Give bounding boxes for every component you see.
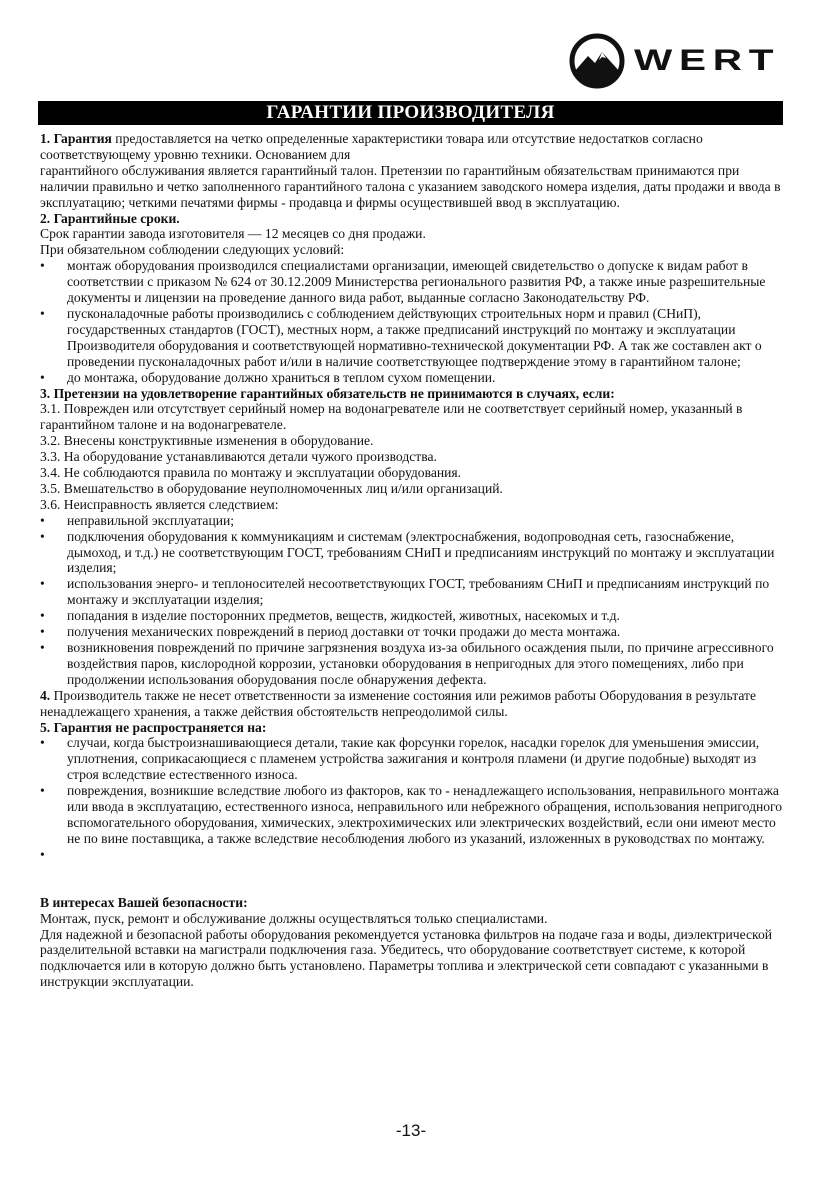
list-item: 3.5. Вмешательство в оборудование неуполномоченных лиц и/или организаций. bbox=[40, 480, 503, 496]
document-body bbox=[40, 131, 784, 990]
section-1-text-cont: гарантийного обслуживания является гарантийный талон. Претензии по гарантийным обязательствам принимаются при наличии правильно и четко заполненного гарантийного талона с указанием заводского номера изделия, даты продажи и ввода в эксплуатацию; четкими печатями фирмы - продавца и фирмы осуществившей ввод в эксплуатацию. bbox=[40, 162, 781, 210]
list-item: 3.4. Не соблюдаются правила по монтажу и эксплуатации оборудования. bbox=[40, 465, 462, 481]
brand-name: WERT bbox=[634, 44, 781, 77]
list-item: • до монтажа, оборудование должно храниться в теплом сухом помещении. bbox=[40, 370, 784, 386]
section-2-heading: 2. Гарантийные сроки. bbox=[40, 210, 180, 226]
list-item: • монтаж оборудования производился специалистами организации, имеющей свидетельство о допуске к видам работ в соответствии с приказом № 624 от 30.12.2009 Министерства регионального развития РФ, а также иные разрешительные документы и лицензии на проведение данного вида работ, выданные согласно Законодательству РФ. bbox=[40, 258, 784, 306]
list-item: • неправильной эксплуатации; bbox=[40, 513, 784, 529]
list-item: • случаи, когда быстроизнашивающиеся детали, такие как форсунки горелок, насадки горелок для уменьшения эмиссии, уплотнения, соприкасающиеся с пламенем устройства зажигания и контроля пламени (и другие подобные) выходят из строя вследствие естественного износа. bbox=[40, 735, 784, 783]
list-item: 3.2. Внесены конструктивные изменения в оборудование. bbox=[40, 433, 374, 449]
list-item: • получения механических повреждений в период доставки от точки продажи до места монтажа. bbox=[40, 624, 784, 640]
section-4-text: 4. Производитель также не несет ответственности за изменение состояния или режимов работы Оборудования в результате ненадлежащего хранения, а также действия обстоятельств непреодолимой силы. bbox=[40, 687, 756, 719]
mountain-logo-icon bbox=[568, 32, 628, 90]
list-item: • возникновения повреждений по причине загрязнения воздуха из-за обильного осаждения пыли, по причине агрессивного воздействия паров, кислородной коррозии, установки оборудования в непригодных для этого помещениях, либо при продолжении использования оборудования после обнаружения дефекта. bbox=[40, 640, 784, 688]
section-1-heading: 1. Гарантия bbox=[40, 131, 112, 146]
list-item: • использования энерго- и теплоносителей несоответствующих ГОСТ, требованиям СНиП и предписаниям инструкций по монтажу и эксплуатации изделия; bbox=[40, 576, 784, 608]
brand-logo bbox=[568, 32, 788, 90]
list-item-empty bbox=[40, 847, 784, 863]
section-3-heading: 3. Претензии на удовлетворение гарантийных обязательств не принимаются в случаях, если: bbox=[40, 385, 615, 401]
list-item: • попадания в изделие посторонних предметов, веществ, жидкостей, животных, насекомых и т.д. bbox=[40, 608, 784, 624]
spacer bbox=[40, 863, 784, 895]
list-item: • пусконаладочные работы производились с соблюдением действующих строительных норм и правил (СНиП), государственных стандартов (ГОСТ), местных норм, а также предписаний инструкций по монтажу и эксплуатации Производителя оборудования и соответствующей нормативно-технической документации РФ. А так же составлен акт о проведении пусконаладочных работ и/или в наличие соответствующее подтверждение этому в гарантийном талоне; bbox=[40, 306, 784, 370]
section-1-text: 1. Гарантия предоставляется на четко определенные характеристики товара или отсутствие недостатков согласно соответствующему уровню техники. Основанием для bbox=[40, 131, 703, 162]
conditions-intro: При обязательном соблюдении следующих условий: bbox=[40, 242, 345, 258]
list-item: 3.3. На оборудование устанавливаются детали чужого производства. bbox=[40, 449, 437, 465]
list-item: • подключения оборудования к коммуникациям и системам (электроснабжения, водопроводная сеть, газоснабжение, дымоход, и т.д.) не соответствующим ГОСТ, требованиям СНиП и предписаниям инструкций по монтажу и эксплуатации изделия; bbox=[40, 529, 784, 577]
safety-text-1: Монтаж, пуск, ремонт и обслуживание должны осуществляться только специалистами. bbox=[40, 910, 548, 926]
safety-heading: В интересах Вашей безопасности: bbox=[40, 894, 248, 910]
list-item: 3.6. Неисправность является следствием: bbox=[40, 496, 279, 512]
section-4-number: 4. bbox=[40, 687, 51, 703]
page-number: -13- bbox=[395, 1121, 427, 1140]
warranty-term: Срок гарантии завода изготовителя — 12 месяцев со дня продажи. bbox=[40, 226, 426, 242]
safety-text-2: Для надежной и безопасной работы оборудования рекомендуется установка фильтров на подаче газа и воды, диэлектрической разделительной вставки на магистрали подключения газа. Убедитесь, что оборудование соответствует системе, к которой подключается или в которую должно быть установлено. Параметры топлива и электрической сети совпадают с указанными в инструкции эксплуатации. bbox=[40, 926, 773, 990]
list-item: • повреждения, возникшие вследствие любого из факторов, как то - ненадлежащего использования, неправильного монтажа или ввода в эксплуатацию, естественного износа, неправильного или небрежного обращения, использования непригодного вспомогательного оборудования, химических, электрохимических или электрических воздействий, если они имеют место не по вине поставщика, а также вследствие несоблюдения любого из указаний, изложенных в руководствах по монтажу. bbox=[40, 783, 784, 847]
list-item: 3.1. Поврежден или отсутствует серийный номер на водонагревателе или не соответствует серийный номер, указанный в гарантийном талоне и на водонагревателе. bbox=[40, 401, 743, 433]
page-title: ГАРАНТИИ ПРОИЗВОДИТЕЛЯ bbox=[38, 101, 783, 125]
section-5-heading: 5. Гарантия не распространяется на: bbox=[40, 719, 267, 735]
